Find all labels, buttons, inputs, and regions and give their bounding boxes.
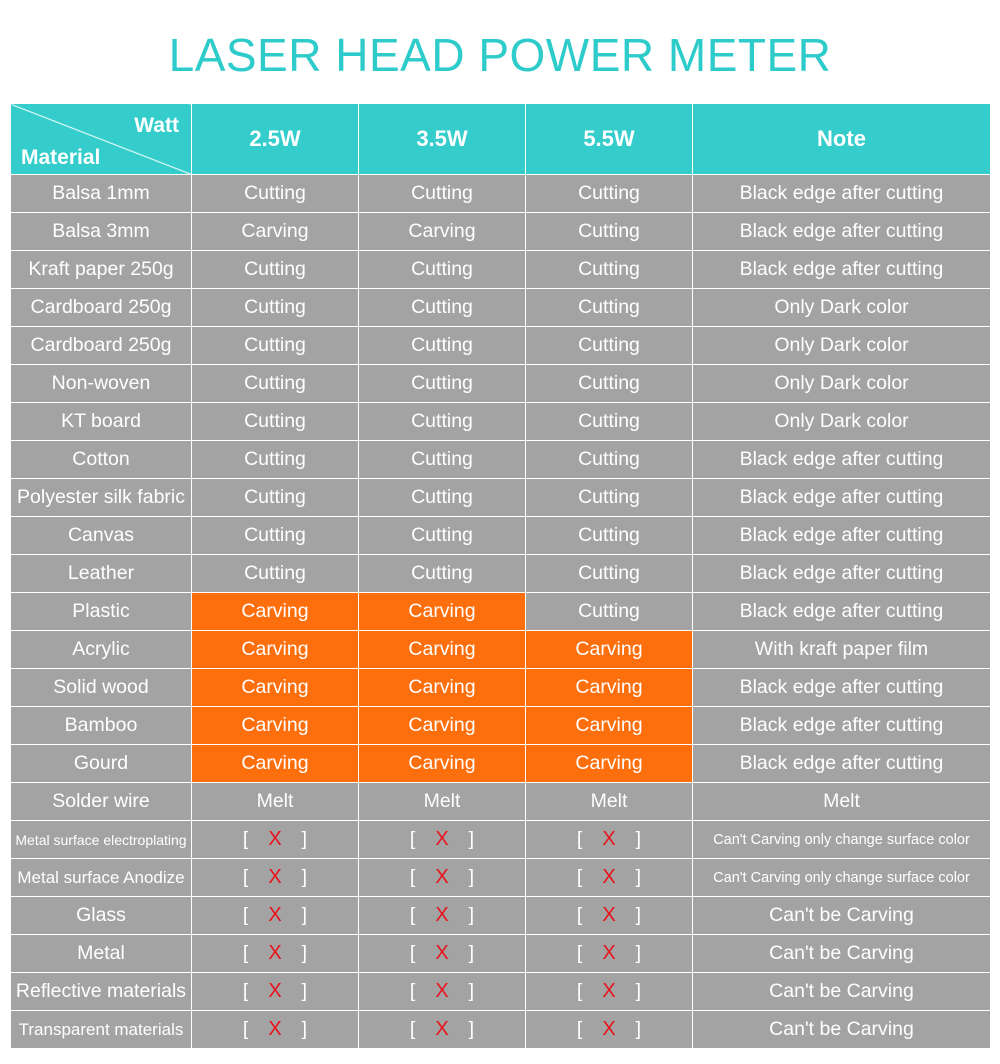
column-header-note: Note [693,104,991,175]
material-cell: Kraft paper 250g [11,251,192,289]
power-value-cell: Cutting [526,365,693,403]
table-row [11,251,991,289]
note-cell: Can't Carving only change surface color [693,859,991,897]
power-value-cell: Cutting [526,517,693,555]
power-value-cell: Carving [192,593,359,631]
note-cell: Black edge after cutting [693,441,991,479]
not-supported-cell [359,1011,526,1049]
bracket-close: ] [635,1018,642,1040]
power-value-cell: Carving [192,213,359,251]
note-cell: Can't be Carving [693,1011,991,1049]
not-supported-cell [192,821,359,859]
table-row [11,555,991,593]
bracket-open: [ [242,942,249,964]
table-row [11,213,991,251]
cross-icon: X [435,1018,449,1040]
note-cell: Melt [693,783,991,821]
table-row [11,897,991,935]
material-cell: Leather [11,555,192,593]
material-cell: Polyester silk fabric [11,479,192,517]
note-cell: Only Dark color [693,403,991,441]
cross-icon: X [435,904,449,926]
power-meter-table [10,103,991,1049]
not-supported-cell [359,859,526,897]
table-body [11,175,991,1049]
bracket-open: [ [576,904,583,926]
cross-icon: X [602,904,616,926]
material-cell: Plastic [11,593,192,631]
material-cell: Canvas [11,517,192,555]
bracket-close: ] [468,980,475,1002]
bracket-open: [ [409,942,416,964]
note-cell: Black edge after cutting [693,213,991,251]
note-cell: Only Dark color [693,289,991,327]
material-cell: Solder wire [11,783,192,821]
power-value-cell: Cutting [359,517,526,555]
corner-material-label: Material [21,146,101,169]
note-cell: Black edge after cutting [693,555,991,593]
note-cell: Black edge after cutting [693,707,991,745]
power-value-cell: Cutting [526,441,693,479]
material-cell: Bamboo [11,707,192,745]
power-value-cell: Cutting [526,289,693,327]
power-value-cell: Cutting [526,175,693,213]
column-header-5-5w: 5.5W [526,104,693,175]
not-supported-cell [359,821,526,859]
bracket-open: [ [576,1018,583,1040]
not-supported-cell [192,1011,359,1049]
bracket-open: [ [409,828,416,850]
corner-header [11,104,192,175]
bracket-open: [ [409,980,416,1002]
material-cell: Glass [11,897,192,935]
power-value-cell: Cutting [192,403,359,441]
bracket-open: [ [576,980,583,1002]
power-value-cell: Cutting [359,327,526,365]
note-cell: Can't be Carving [693,897,991,935]
power-value-cell: Carving [526,707,693,745]
power-value-cell: Cutting [526,593,693,631]
table-row [11,441,991,479]
note-cell: With kraft paper film [693,631,991,669]
note-cell: Black edge after cutting [693,251,991,289]
power-value-cell: Cutting [359,289,526,327]
table-row [11,479,991,517]
material-cell: Cardboard 250g [11,327,192,365]
cross-icon: X [602,828,616,850]
table-row [11,745,991,783]
table-row [11,289,991,327]
not-supported-cell [526,821,693,859]
material-cell: Transparent materials [11,1011,192,1049]
material-cell: Cotton [11,441,192,479]
cross-icon: X [268,866,282,888]
material-cell: KT board [11,403,192,441]
note-cell: Can't be Carving [693,935,991,973]
material-cell: Metal surface Anodize [11,859,192,897]
note-cell: Black edge after cutting [693,479,991,517]
power-value-cell: Cutting [192,251,359,289]
material-cell: Balsa 3mm [11,213,192,251]
table-row [11,365,991,403]
cross-icon: X [602,866,616,888]
not-supported-cell [359,935,526,973]
not-supported-cell [192,973,359,1011]
power-value-cell: Carving [192,669,359,707]
note-cell: Can't be Carving [693,973,991,1011]
bracket-open: [ [242,980,249,1002]
cross-icon: X [268,828,282,850]
power-value-cell: Cutting [526,479,693,517]
bracket-open: [ [242,828,249,850]
material-cell: Acrylic [11,631,192,669]
not-supported-cell [192,935,359,973]
power-value-cell: Carving [192,631,359,669]
bracket-open: [ [242,866,249,888]
table-row [11,517,991,555]
bracket-close: ] [301,942,308,964]
bracket-close: ] [301,904,308,926]
power-value-cell: Carving [359,631,526,669]
power-value-cell: Cutting [526,327,693,365]
power-value-cell: Cutting [192,479,359,517]
bracket-close: ] [635,942,642,964]
bracket-close: ] [301,980,308,1002]
table-row [11,783,991,821]
not-supported-cell [359,897,526,935]
not-supported-cell [526,935,693,973]
bracket-open: [ [576,866,583,888]
power-value-cell: Carving [359,593,526,631]
note-cell: Only Dark color [693,327,991,365]
power-value-cell: Melt [192,783,359,821]
table-row [11,593,991,631]
material-cell: Solid wood [11,669,192,707]
note-cell: Only Dark color [693,365,991,403]
power-value-cell: Cutting [359,251,526,289]
cross-icon: X [602,1018,616,1040]
cross-icon: X [268,980,282,1002]
power-value-cell: Cutting [526,555,693,593]
power-value-cell: Cutting [526,213,693,251]
cross-icon: X [435,866,449,888]
power-value-cell: Cutting [359,479,526,517]
power-value-cell: Cutting [359,365,526,403]
bracket-open: [ [409,866,416,888]
not-supported-cell [526,973,693,1011]
bracket-close: ] [468,828,475,850]
cross-icon: X [435,942,449,964]
power-value-cell: Melt [359,783,526,821]
material-cell: Gourd [11,745,192,783]
cross-icon: X [435,980,449,1002]
bracket-close: ] [468,942,475,964]
table-row [11,859,991,897]
power-value-cell: Melt [526,783,693,821]
table-row [11,1011,991,1049]
not-supported-cell [526,859,693,897]
not-supported-cell [192,897,359,935]
header-row [11,104,991,175]
page-title: LASER HEAD POWER METER [168,29,832,81]
table-row [11,403,991,441]
table-row [11,175,991,213]
power-value-cell: Cutting [192,327,359,365]
power-value-cell: Cutting [192,365,359,403]
bracket-close: ] [301,866,308,888]
bracket-close: ] [635,980,642,1002]
power-value-cell: Carving [359,707,526,745]
power-value-cell: Cutting [192,517,359,555]
bracket-open: [ [409,904,416,926]
table-row [11,935,991,973]
bracket-close: ] [301,1018,308,1040]
table-row [11,669,991,707]
power-value-cell: Carving [192,745,359,783]
bracket-open: [ [242,1018,249,1040]
note-cell: Black edge after cutting [693,745,991,783]
note-cell: Black edge after cutting [693,593,991,631]
power-value-cell: Cutting [192,441,359,479]
cross-icon: X [602,980,616,1002]
not-supported-cell [526,1011,693,1049]
cross-icon: X [268,1018,282,1040]
power-value-cell: Cutting [192,175,359,213]
power-value-cell: Carving [359,669,526,707]
power-value-cell: Carving [192,707,359,745]
note-cell: Black edge after cutting [693,175,991,213]
table-row [11,327,991,365]
power-value-cell: Cutting [526,251,693,289]
table-row [11,631,991,669]
power-value-cell: Cutting [359,403,526,441]
power-value-cell: Carving [526,669,693,707]
cross-icon: X [602,942,616,964]
power-value-cell: Cutting [359,441,526,479]
cross-icon: X [268,942,282,964]
power-value-cell: Cutting [526,403,693,441]
note-cell: Black edge after cutting [693,669,991,707]
material-cell: Reflective materials [11,973,192,1011]
table-row [11,707,991,745]
material-cell: Metal surface electroplating [11,821,192,859]
bracket-close: ] [635,904,642,926]
note-cell: Can't Carving only change surface color [693,821,991,859]
not-supported-cell [192,859,359,897]
cross-icon: X [268,904,282,926]
material-cell: Balsa 1mm [11,175,192,213]
bracket-close: ] [468,1018,475,1040]
bracket-close: ] [468,866,475,888]
bracket-close: ] [635,828,642,850]
power-value-cell: Carving [526,745,693,783]
column-header-3-5w: 3.5W [359,104,526,175]
material-cell: Non-woven [11,365,192,403]
bracket-open: [ [242,904,249,926]
corner-watt-label: Watt [134,114,179,137]
power-value-cell: Cutting [359,175,526,213]
table-row [11,973,991,1011]
material-cell: Cardboard 250g [11,289,192,327]
bracket-open: [ [409,1018,416,1040]
bracket-open: [ [576,942,583,964]
not-supported-cell [359,973,526,1011]
material-cell: Metal [11,935,192,973]
note-cell: Black edge after cutting [693,517,991,555]
power-value-cell: Carving [359,213,526,251]
power-value-cell: Cutting [192,555,359,593]
table-row [11,821,991,859]
bracket-close: ] [468,904,475,926]
power-value-cell: Carving [359,745,526,783]
bracket-close: ] [635,866,642,888]
power-value-cell: Carving [526,631,693,669]
bracket-open: [ [576,828,583,850]
power-value-cell: Cutting [192,289,359,327]
power-value-cell: Cutting [359,555,526,593]
bracket-close: ] [301,828,308,850]
cross-icon: X [435,828,449,850]
column-header-2-5w: 2.5W [192,104,359,175]
not-supported-cell [526,897,693,935]
